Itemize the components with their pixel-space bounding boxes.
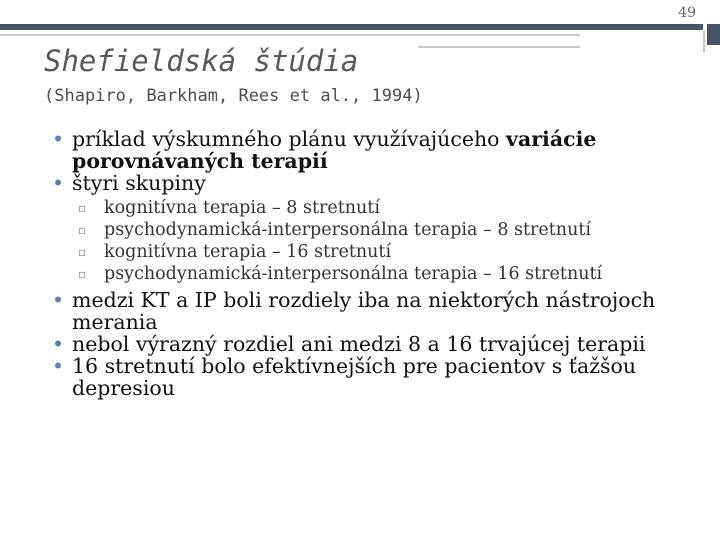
bullet-text: nebol výrazný rozdiel ani medzi 8 a 16 trvajúcej terapii <box>72 332 646 356</box>
sub-list-item <box>44 197 684 219</box>
bullet-text: príklad výskumného plánu využívajúceho <box>72 127 507 151</box>
square-bullet-icon: ▫ <box>78 245 87 259</box>
header-accent-bar <box>0 24 703 30</box>
bullet-item <box>44 333 684 355</box>
decorative-line <box>418 46 580 48</box>
square-bullet-icon: ▫ <box>78 201 87 215</box>
bullet-item <box>44 289 684 333</box>
sub-list-item <box>44 263 684 285</box>
slide-title: Shefieldská štúdia <box>44 44 359 78</box>
square-bullet-icon: ▫ <box>78 223 87 237</box>
slide-number: 49 <box>678 5 696 21</box>
header-accent-corner <box>707 24 720 45</box>
bullet-icon: • <box>52 171 65 195</box>
sub-list <box>44 197 684 285</box>
bullet-item <box>44 172 684 194</box>
sub-item-text: kognitívna terapia – 16 stretnutí <box>104 242 392 262</box>
decorative-line <box>0 34 580 36</box>
bullet-item <box>44 355 684 399</box>
square-bullet-icon: ▫ <box>78 267 87 281</box>
bullet-text-bold: variácie porovnávaných terapií <box>72 127 597 173</box>
bullet-text: medzi KT a IP boli rozdiely iba na niektorých nástrojoch merania <box>72 288 656 334</box>
slide-content <box>44 128 684 399</box>
decorative-line <box>703 30 705 52</box>
bullet-text: 16 stretnutí bolo efektívnejších pre pacientov s ťažšou depresiou <box>72 354 637 400</box>
bullet-item <box>44 128 684 172</box>
bullet-icon: • <box>52 332 65 356</box>
slide-subtitle: (Shapiro, Barkham, Rees et al., 1994) <box>44 86 423 106</box>
sub-item-text: psychodynamická-interpersonálna terapia – 16 stretnutí <box>104 264 603 284</box>
sub-list-item <box>44 219 684 241</box>
bullet-text: štyri skupiny <box>72 171 206 195</box>
sub-item-text: psychodynamická-interpersonálna terapia – 8 stretnutí <box>104 220 591 240</box>
bullet-icon: • <box>52 127 65 151</box>
bullet-icon: • <box>52 354 65 378</box>
bullet-icon: • <box>52 288 65 312</box>
sub-list-item <box>44 241 684 263</box>
sub-item-text: kognitívna terapia – 8 stretnutí <box>104 198 380 218</box>
